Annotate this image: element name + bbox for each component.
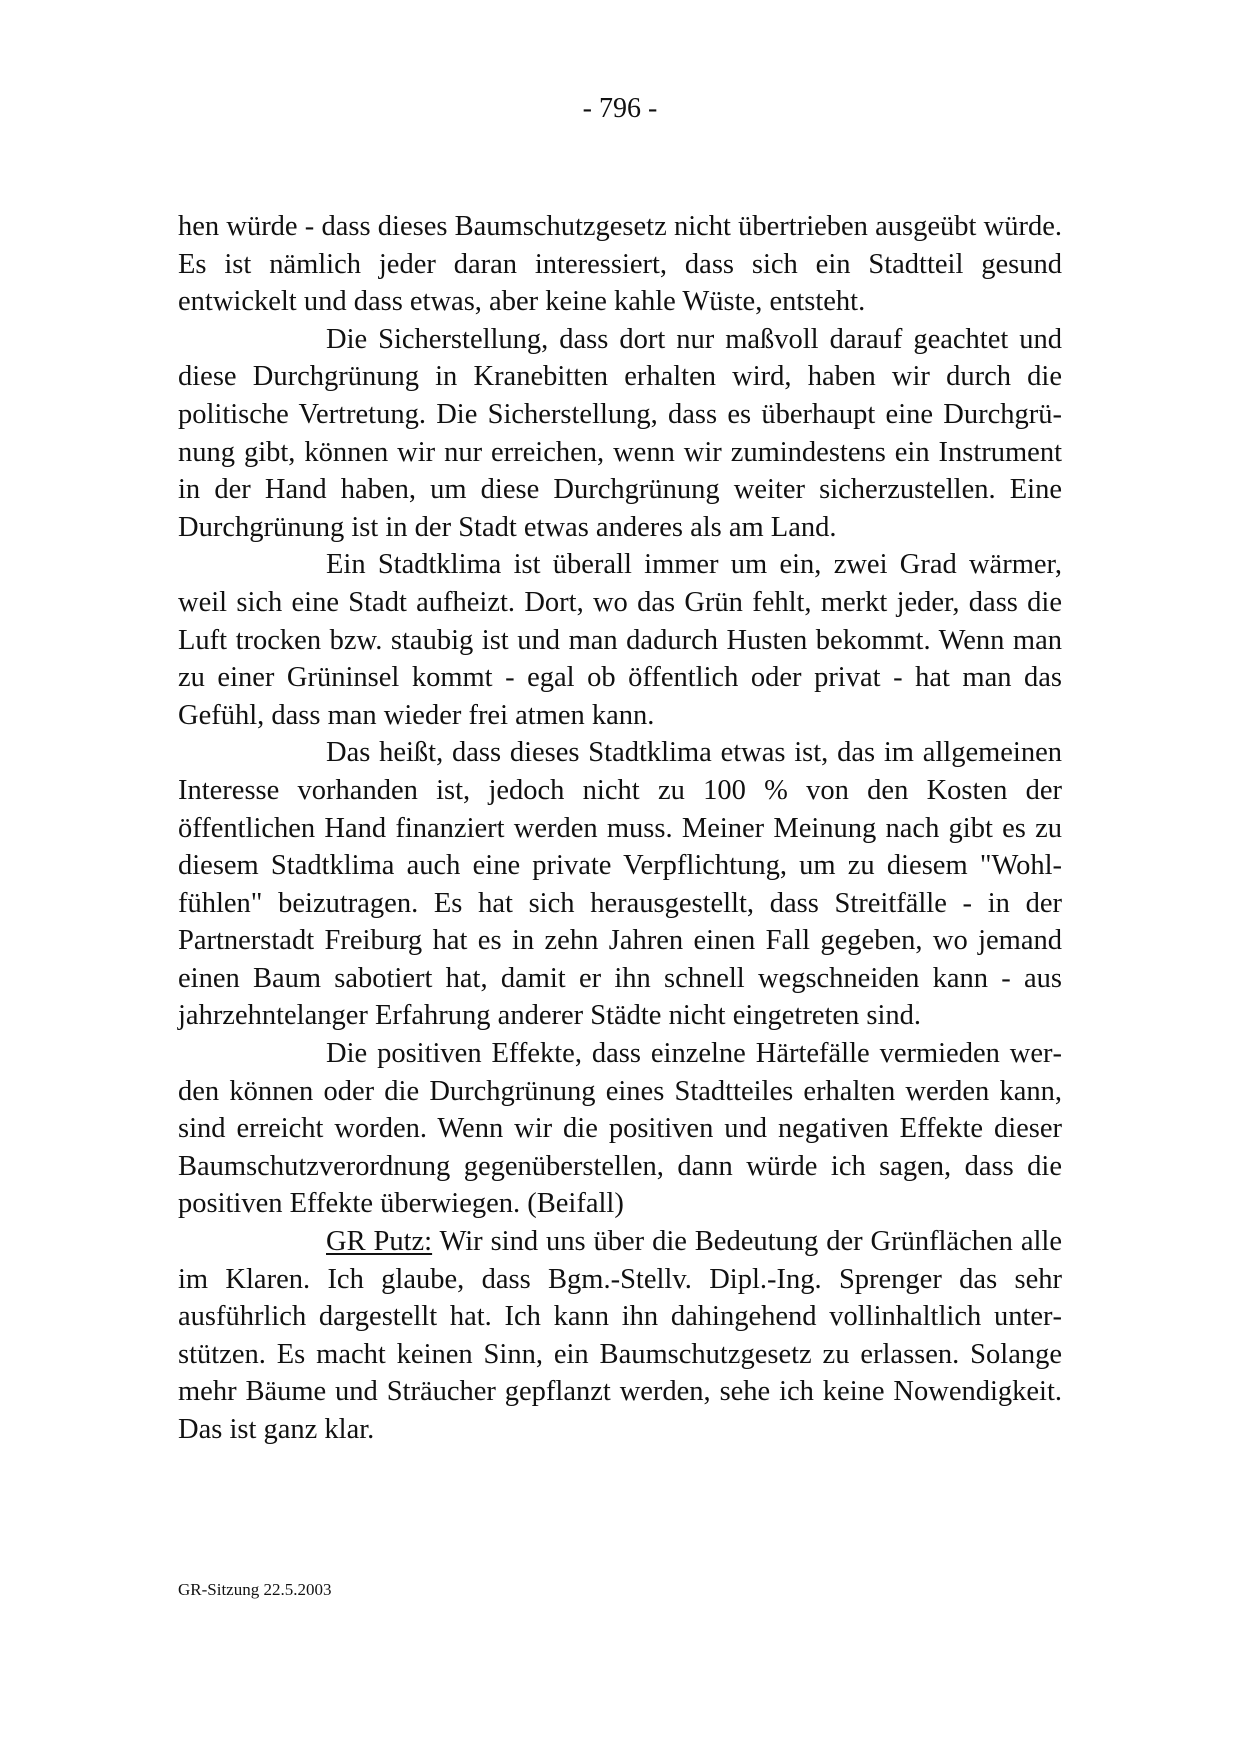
speaker-name: GR Putz:: [326, 1226, 433, 1258]
paragraph: Ein Stadtklima ist überall immer um ein, zwei Grad wärmer, weil sich eine Stadt aufheizt. Dort, wo das Grün fehlt, merkt jeder, dass die Luft trocken bzw. staubig ist und man dadurch Husten bekommt. Wenn man zu einer Grüninsel kommt - egal ob öffentlich oder privat - hat man das Gefühl, dass man wieder frei atmen kann.: [178, 549, 1062, 731]
paragraph: Die Sicherstellung, dass dort nur maßvoll darauf geachtet und diese Durchgrünung in Kranebitten erhalten wird, haben wir durch die politische Vertretung. Die Sicherstellung, dass es überhaupt eine Durchgrünung gibt, können wir nur erreichen, wenn wir zumindestens ein Instrument in der Hand haben, um diese Durchgrünung weiter sicherzustellen. Eine Durchgrünung ist in der Stadt etwas anderes als am Land.: [178, 323, 1062, 543]
document-body: [178, 208, 1062, 1449]
footer-session-date: GR-Sitzung 22.5.2003: [178, 1580, 332, 1599]
paragraph: Die positiven Effekte, dass einzelne Härtefälle vermieden werden können oder die Durchgrünung eines Stadtteiles erhalten werden kann, sind erreicht worden. Wenn wir die positiven und negativen Effekte dieser Baumschutzverordnung gegenüberstellen, dann würde ich sagen, dass die positiven Effekte überwiegen. (Beifall): [178, 1038, 1062, 1220]
paragraph: Das heißt, dass dieses Stadtklima etwas ist, das im allgemeinen Interesse vorhanden ist, jedoch nicht zu 100 % von den Kosten der öffentlichen Hand finanziert werden muss. Meiner Meinung nach gibt es zu diesem Stadtklima auch eine private Verpflichtung, um zu diesem "Wohlfühlen" beizutragen. Es hat sich herausgestellt, dass Streitfälle - in der Partnerstadt Freiburg hat es in zehn Jahren einen Fall gegeben, wo jemand einen Baum sabotiert hat, damit er ihn schnell wegschneiden kann - aus jahrzehntelanger Erfahrung anderer Städte nicht eingetreten sind.: [178, 737, 1062, 1032]
paragraph: hen würde - dass dieses Baumschutzgesetz nicht übertrieben ausgeübt würde. Es ist nämlich jeder daran interessiert, dass sich ein Stadtteil gesund entwickelt und dass etwas, aber keine kahle Wüste, entsteht.: [178, 211, 1062, 318]
speaker-paragraph: [178, 1223, 1062, 1449]
speaker-statement: Wir sind uns über die Bedeutung der Grünflächen alle im Klaren. Ich glaube, dass Bgm.-Stellv. Dipl.-Ing. Sprenger das sehr ausführlich dargestellt hat. Ich kann ihn dahingehend vollinhaltlich unterstützen. Es macht keinen Sinn, ein Baumschutzgesetz zu erlassen. Solange mehr Bäume und Sträucher gepflanzt werden, sehe ich keine Nowendigkeit. Das ist ganz klar.: [178, 1226, 1062, 1445]
page-number: - 796 -: [582, 93, 658, 124]
